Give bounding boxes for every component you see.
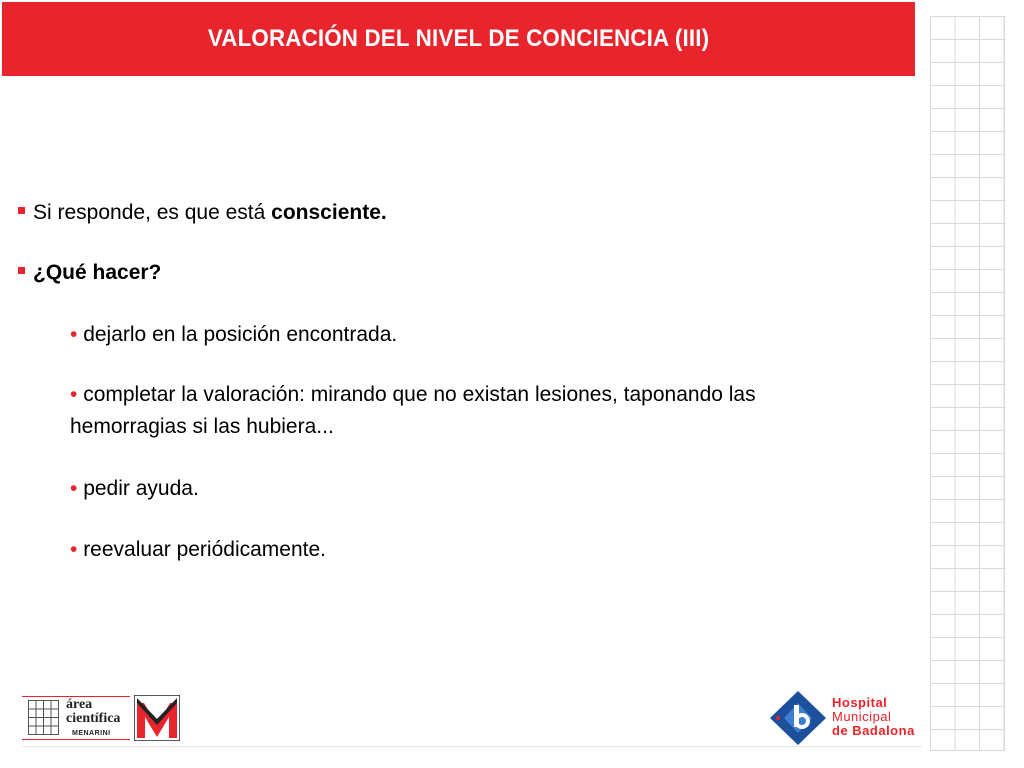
hospital-logo-icon (768, 689, 828, 747)
dot-bullet-icon: • (70, 477, 78, 500)
sub-bullet-3-text: pedir ayuda. (77, 477, 199, 500)
hospital-name (832, 696, 915, 738)
logo-sub: MENARINI (72, 730, 111, 737)
dot-bullet-icon: • (70, 538, 78, 561)
bullet-1 (18, 198, 387, 228)
sub-bullet-2-text-line1: completar la valoración: mirando que no existan lesiones, taponando las (77, 383, 756, 406)
logo-text (66, 698, 120, 726)
sub-bullet-4 (70, 535, 326, 565)
menarini-m-logo-icon (134, 695, 180, 741)
sub-bullet-2 (70, 380, 756, 410)
slide-title: VALORACIÓN DEL NIVEL DE CONCIENCIA (III) (207, 25, 710, 52)
hospital-line3: de Badalona (832, 723, 915, 738)
dot-bullet-icon: • (70, 323, 78, 346)
hospital-line1: Hospital (832, 695, 888, 710)
bullet-1-bold: consciente. (271, 201, 387, 224)
sub-bullet-1-text: dejarlo en la posición encontrada. (77, 323, 398, 346)
sub-bullet-2-cont: hemorragias si las hubiera... (70, 415, 334, 438)
bullet-2-bold: ¿Qué hacer? (33, 261, 162, 284)
logo-line2: científica (66, 711, 121, 726)
title-bar (2, 2, 915, 76)
grid-logo-icon (28, 700, 59, 735)
sub-bullet-3 (70, 474, 199, 504)
sub-bullet-1 (70, 320, 397, 350)
logo-line1: área (66, 697, 93, 712)
square-bullet-icon (18, 207, 25, 214)
decorative-grid (930, 16, 1005, 751)
bullet-1-text: Si responde, es que está (33, 201, 272, 224)
dot-bullet-icon: • (70, 383, 78, 406)
square-bullet-icon (18, 267, 25, 274)
logo-rule-bottom (22, 739, 130, 740)
bullet-2 (18, 258, 161, 288)
area-cientifica-logo (22, 696, 130, 740)
sub-bullet-4-text: reevaluar periódicamente. (77, 538, 326, 561)
hospital-line2: Municipal (832, 709, 892, 724)
